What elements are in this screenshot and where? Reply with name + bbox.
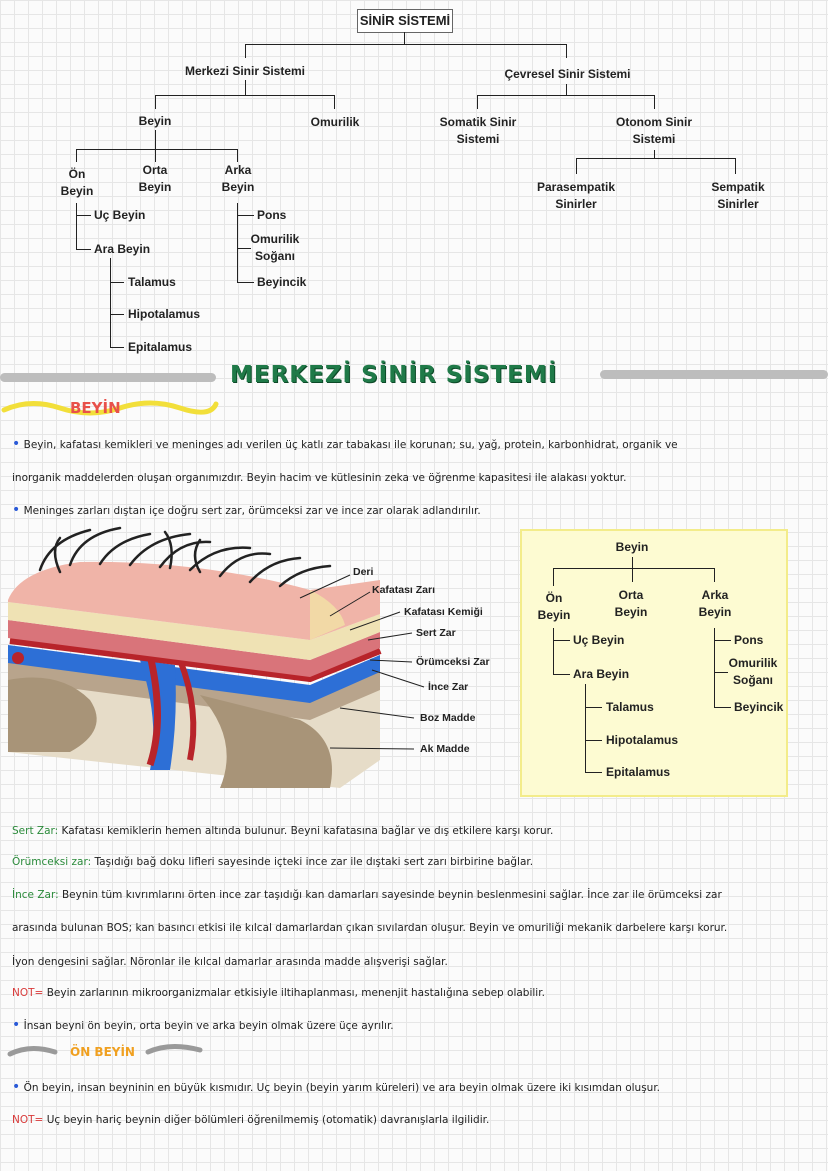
bullet-icon: • bbox=[12, 436, 21, 452]
box-arka-beyin-line2: Beyin bbox=[698, 605, 732, 619]
box-orta-beyin-line1: Orta bbox=[618, 588, 644, 602]
omurilik-sogani-line2: Soğanı bbox=[254, 249, 295, 263]
box-talamus: Talamus bbox=[606, 700, 654, 714]
connector bbox=[566, 44, 567, 58]
note-label: NOT= bbox=[12, 987, 44, 999]
page-title: SİNİR SİSTEMİ bbox=[357, 9, 453, 33]
paragraph-line: Meninges zarları dıştan içe doğru sert zar, örümceksi zar ve ince zar olarak adlandırılır. bbox=[23, 505, 481, 517]
note-menenjit bbox=[12, 986, 545, 1000]
somatik-line2: Sistemi bbox=[456, 132, 500, 146]
connector bbox=[654, 95, 655, 109]
connector bbox=[477, 95, 478, 109]
epitalamus-node: Epitalamus bbox=[128, 340, 193, 354]
pons-node: Pons bbox=[257, 208, 287, 222]
sempatik-line1: Sempatik bbox=[711, 180, 765, 194]
connector bbox=[237, 215, 254, 216]
connector bbox=[155, 149, 156, 162]
box-hipotalamus: Hipotalamus bbox=[606, 733, 679, 747]
paragraph-line: İnsan beyni ön beyin, orta beyin ve arka beyin olmak üzere üçe ayrılır. bbox=[23, 1020, 394, 1032]
box-omurilik-sogani bbox=[728, 655, 778, 689]
parasempatik-line1: Parasempatik bbox=[536, 180, 616, 194]
box-on-beyin bbox=[531, 590, 577, 624]
on-beyin-line2: Beyin bbox=[60, 184, 94, 198]
beyin-node: Beyin bbox=[138, 114, 172, 128]
connector bbox=[553, 568, 715, 569]
orta-beyin-line1: Orta bbox=[142, 163, 168, 177]
omurilik-sogani-node bbox=[250, 231, 300, 265]
connector bbox=[155, 95, 335, 96]
label-deri: Deri bbox=[353, 566, 374, 578]
box-omurilik-sogani-line2: Soğanı bbox=[732, 673, 773, 687]
connector bbox=[245, 80, 246, 96]
sempatik-node bbox=[700, 179, 776, 213]
connector bbox=[76, 149, 77, 162]
connector bbox=[237, 282, 254, 283]
omurilik-sogani-line1: Omurilik bbox=[250, 232, 300, 246]
paragraph-line: Taşıdığı bağ doku lifleri sayesinde içteki ince zar ile dıştaki sert zarı birbirine bağlar. bbox=[94, 856, 534, 868]
orta-beyin-node bbox=[132, 162, 178, 196]
bullet-icon: • bbox=[12, 1017, 21, 1033]
section-title: MERKEZİ SİNİR SİSTEMİ bbox=[230, 362, 558, 388]
connector bbox=[585, 684, 586, 773]
connector bbox=[576, 158, 577, 174]
connector bbox=[76, 215, 91, 216]
label-ince-zar: İnce Zar bbox=[428, 681, 469, 693]
label-kafatasi-zari: Kafatası Zarı bbox=[372, 584, 436, 596]
somatik-node bbox=[430, 114, 526, 148]
term-orumceksi-zar: Örümceksi zar: bbox=[12, 856, 92, 868]
note-uc-beyin bbox=[12, 1113, 489, 1127]
parasempatik-node bbox=[530, 179, 622, 213]
ara-beyin-node: Ara Beyin bbox=[94, 242, 151, 256]
label-kafatasi-kemigi: Kafatası Kemiği bbox=[404, 606, 483, 618]
connector bbox=[76, 203, 77, 250]
term-ince-zar: İnce Zar: bbox=[12, 889, 59, 901]
paragraph-ince-zar-cont2: İyon dengesini sağlar. Nöronlar ile kılcal damarlar arasında madde alışverişi sağlar. bbox=[12, 956, 448, 968]
omurilik-node: Omurilik bbox=[310, 115, 360, 129]
divider-right bbox=[600, 370, 828, 379]
box-ara-beyin: Ara Beyin bbox=[573, 667, 630, 681]
arka-beyin-line1: Arka bbox=[224, 163, 252, 177]
connector bbox=[477, 95, 655, 96]
connector bbox=[155, 130, 156, 150]
connector bbox=[110, 347, 124, 348]
paragraph-line: Beynin tüm kıvrımlarını örten ince zar taşıdığı kan damarları sayesinde beynin beslenmesini sağlar. İnce zar ile örümceksi zar bbox=[61, 889, 722, 901]
merkezi-sinir-sistemi: Merkezi Sinir Sistemi bbox=[184, 64, 306, 78]
on-beyin-heading: ÖN BEYİN bbox=[70, 1045, 135, 1059]
box-beyin: Beyin bbox=[615, 540, 649, 554]
paragraph-line: Beyin zarlarının mikroorganizmalar etkisiyle iltihaplanması, menenjit hastalığına sebep olabilir. bbox=[46, 987, 545, 999]
connector bbox=[553, 640, 570, 641]
paragraph-beyin bbox=[12, 437, 678, 452]
paragraph-on-beyin bbox=[12, 1080, 660, 1095]
connector bbox=[110, 282, 124, 283]
label-orumceksi-zar: Örümceksi Zar bbox=[416, 656, 490, 668]
paragraph-line: Kafatası kemiklerin hemen altında bulunur. Beyni kafatasına bağlar ve dış etkilere karşı korur. bbox=[61, 825, 554, 837]
cevresel-sinir-sistemi: Çevresel Sinir Sistemi bbox=[504, 67, 631, 81]
connector bbox=[155, 95, 156, 109]
connector bbox=[714, 707, 731, 708]
connector bbox=[714, 672, 728, 673]
beyincik-node: Beyincik bbox=[257, 275, 307, 289]
connector bbox=[714, 640, 731, 641]
note-label: NOT= bbox=[12, 1114, 44, 1126]
uc-beyin-node: Uç Beyin bbox=[94, 208, 146, 222]
parasempatik-line2: Sinirler bbox=[555, 197, 597, 211]
box-uc-beyin: Uç Beyin bbox=[573, 633, 625, 647]
connector bbox=[553, 674, 570, 675]
connector bbox=[245, 44, 567, 45]
connector bbox=[585, 740, 602, 741]
connector bbox=[585, 772, 602, 773]
divider-left bbox=[0, 373, 216, 382]
connector bbox=[237, 248, 251, 249]
sempatik-line2: Sinirler bbox=[717, 197, 759, 211]
on-beyin-line1: Ön bbox=[68, 167, 86, 181]
somatik-line1: Somatik Sinir bbox=[439, 115, 517, 129]
beyin-heading: BEYİN bbox=[70, 399, 121, 417]
orta-beyin-line2: Beyin bbox=[138, 180, 172, 194]
paragraph-orumceksi-zar bbox=[12, 855, 533, 869]
paragraph-line: Beyin, kafatası kemikleri ve meninges adı verilen üç katlı zar tabakası ile korunan; su, yağ, protein, karbonhidrat, organik ve bbox=[23, 439, 678, 451]
connector bbox=[553, 628, 554, 675]
paragraph-meninges bbox=[12, 503, 481, 518]
otonom-node bbox=[604, 114, 704, 148]
paragraph-sert-zar bbox=[12, 824, 553, 838]
box-pons: Pons bbox=[734, 633, 764, 647]
term-sert-zar: Sert Zar: bbox=[12, 825, 59, 837]
otonom-line2: Sistemi bbox=[632, 132, 676, 146]
label-ak-madde: Ak Madde bbox=[420, 743, 470, 755]
connector bbox=[632, 568, 633, 582]
paragraph-insan-beyni bbox=[12, 1018, 394, 1033]
box-arka-beyin bbox=[692, 587, 738, 621]
connector bbox=[576, 158, 736, 159]
label-sert-zar: Sert Zar bbox=[416, 627, 456, 639]
paragraph-ince-zar-cont: arasında bulunan BOS; kan basıncı etkisi ile kılcal damarlardan çıkan sıvılardan oluşur. Beyin ve omuriliği mekanik darbelere karşı korur. bbox=[12, 922, 728, 934]
label-boz-madde: Boz Madde bbox=[420, 712, 476, 724]
box-on-beyin-line1: Ön bbox=[545, 591, 563, 605]
connector bbox=[585, 707, 602, 708]
connector bbox=[553, 568, 554, 586]
connector bbox=[76, 249, 91, 250]
connector bbox=[735, 158, 736, 174]
otonom-line1: Otonom Sinir bbox=[616, 115, 692, 129]
connector bbox=[76, 149, 238, 150]
connector bbox=[110, 258, 111, 348]
box-arka-beyin-line1: Arka bbox=[701, 588, 729, 602]
connector bbox=[714, 568, 715, 582]
arka-beyin-node bbox=[216, 162, 260, 196]
box-epitalamus: Epitalamus bbox=[606, 765, 671, 779]
connector bbox=[245, 44, 246, 58]
box-beyincik: Beyincik bbox=[734, 700, 784, 714]
talamus-node: Talamus bbox=[128, 275, 176, 289]
paragraph-beyin-cont: inorganik maddelerden oluşan organımızdır. Beyin hacim ve kütlesinin zeka ve öğrenme kapasitesi ile alakası yoktur. bbox=[12, 472, 627, 484]
on-beyin-node bbox=[55, 166, 99, 200]
hipotalamus-node: Hipotalamus bbox=[128, 307, 201, 321]
connector bbox=[334, 95, 335, 109]
arka-beyin-line2: Beyin bbox=[221, 180, 255, 194]
paragraph-line: Uç beyin hariç beynin diğer bölümleri öğrenilmemiş (otomatik) davranışlarla ilgilidir. bbox=[46, 1114, 490, 1126]
paragraph-ince-zar bbox=[12, 888, 722, 902]
box-orta-beyin-line2: Beyin bbox=[614, 605, 648, 619]
bullet-icon: • bbox=[12, 502, 21, 518]
box-on-beyin-line2: Beyin bbox=[537, 608, 571, 622]
bullet-icon: • bbox=[12, 1079, 21, 1095]
box-omurilik-sogani-line1: Omurilik bbox=[728, 656, 778, 670]
paragraph-line: Ön beyin, insan beyninin en büyük kısmıdır. Uç beyin (beyin yarım küreleri) ve ara beyin olmak üzere iki kısımdan oluşur. bbox=[23, 1082, 661, 1094]
box-orta-beyin bbox=[608, 587, 654, 621]
connector bbox=[237, 149, 238, 162]
connector bbox=[110, 314, 124, 315]
